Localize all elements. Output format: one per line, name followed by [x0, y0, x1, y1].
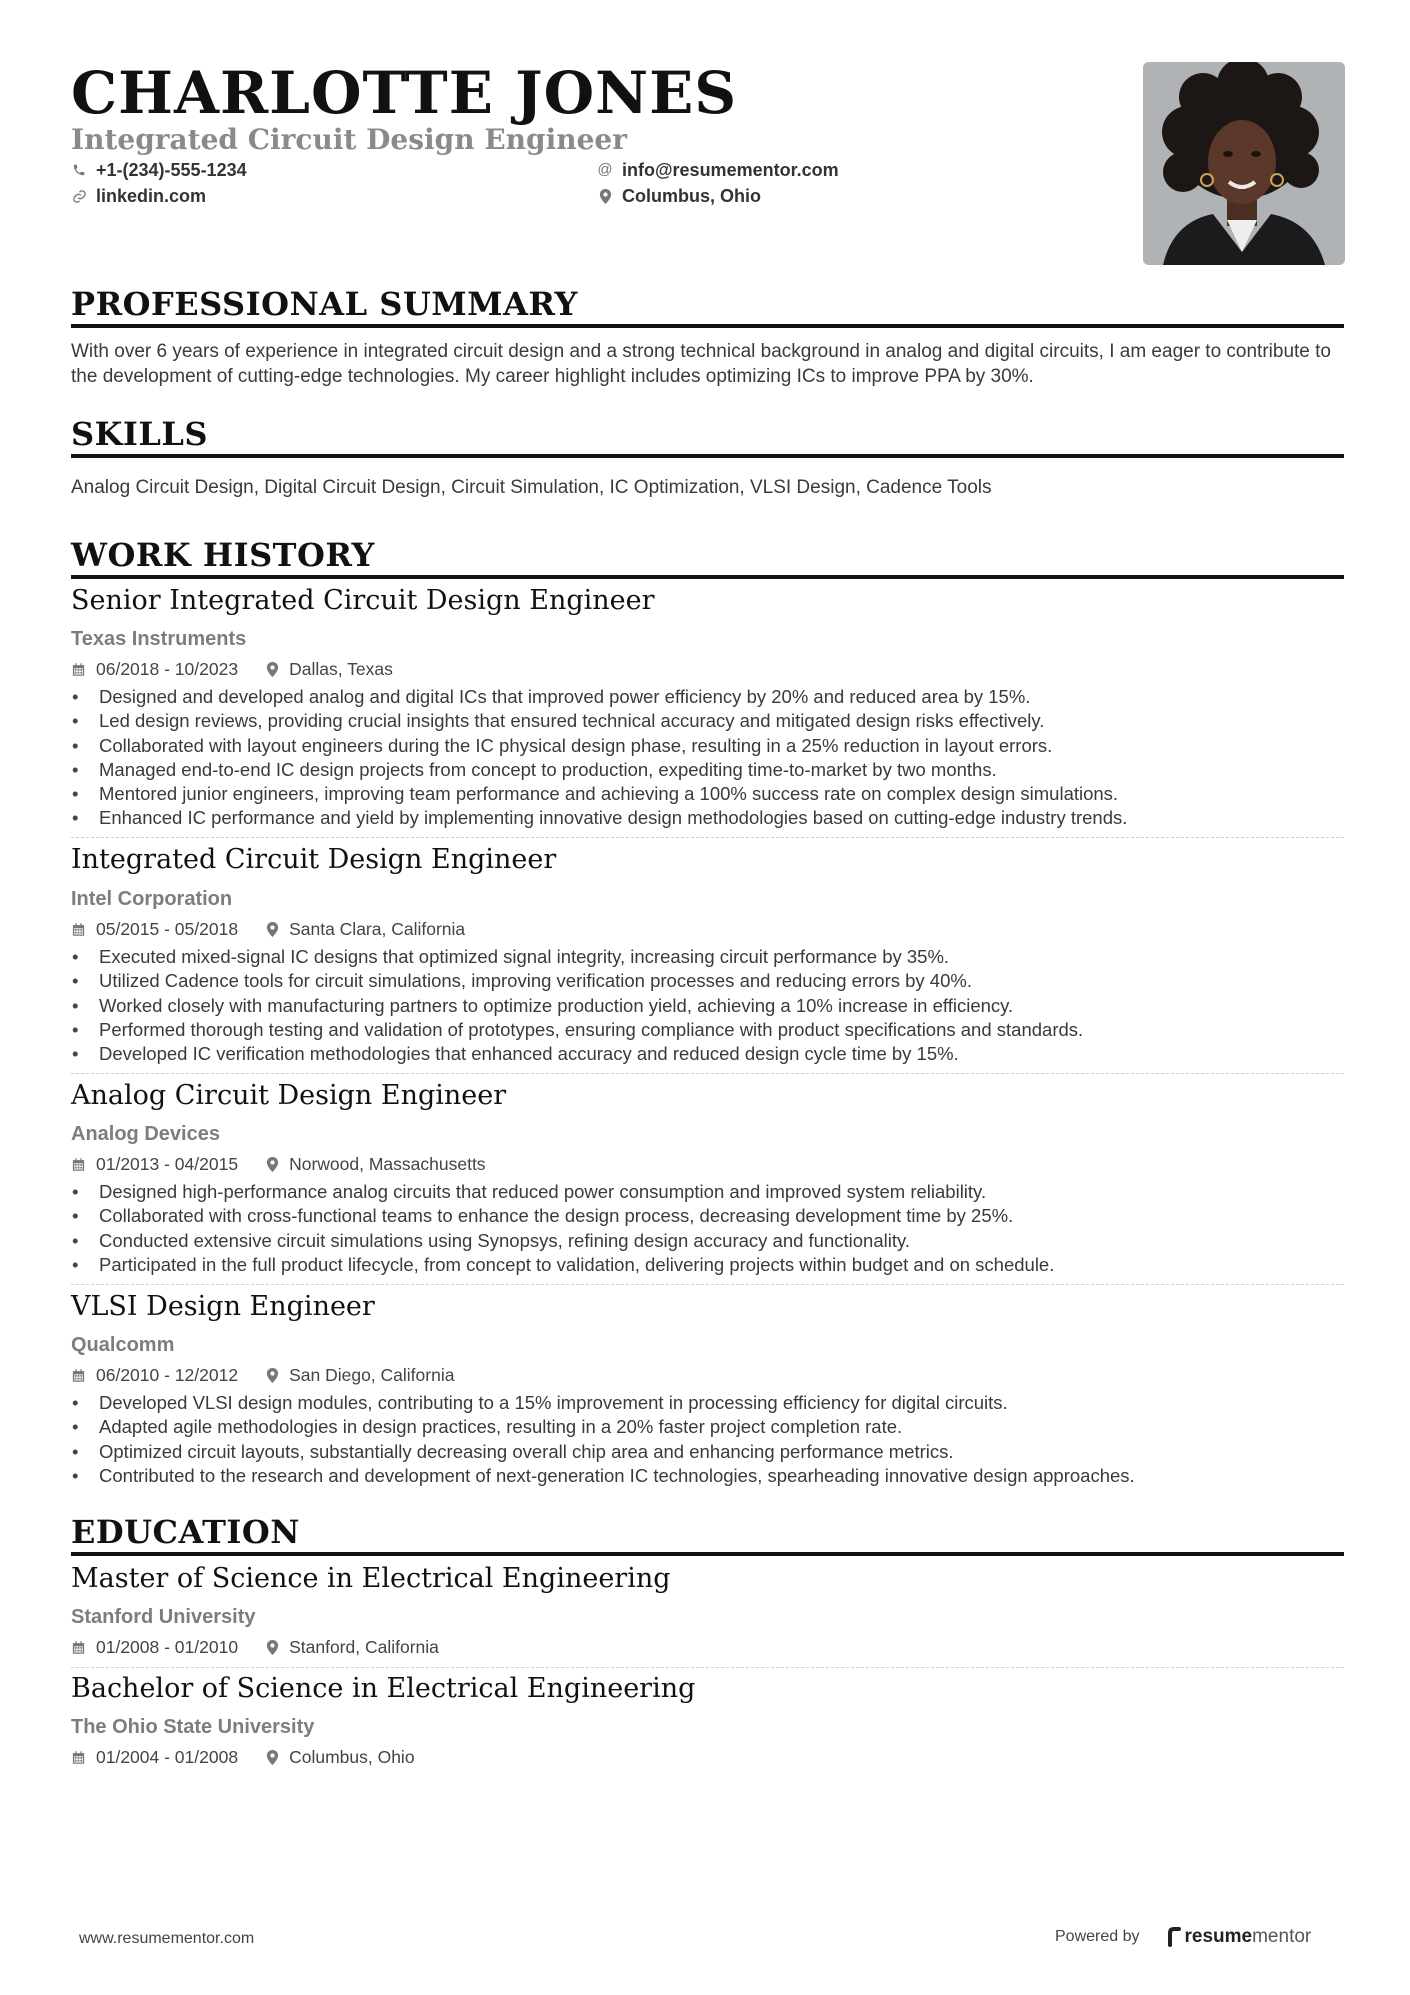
calendar-icon: [71, 1157, 86, 1172]
brand-logo[interactable]: resume mentor: [1168, 1926, 1312, 1948]
job-company: Texas Instruments: [71, 628, 247, 650]
job-bullets: [71, 1180, 1344, 1277]
job-company: Qualcomm: [71, 1334, 175, 1356]
location-pin-icon: [266, 1157, 279, 1172]
location-pin-icon: [266, 922, 279, 937]
job-company: Intel Corporation: [71, 888, 233, 910]
link-icon: [71, 188, 87, 204]
job-bullets: [71, 945, 1344, 1066]
location-pin-icon: [266, 662, 279, 677]
candidate-name: CHARLOTTE JONES: [71, 59, 738, 127]
location-pin-icon: [266, 1640, 279, 1655]
powered-by-label: Powered by: [1055, 1928, 1140, 1945]
calendar-icon: [71, 922, 86, 937]
list-item: • Enhanced IC performance and yield by implementing innovative design methodologies based on cutting-edge industry trends.: [71, 806, 1344, 830]
job-meta: 06/2018 - 10/2023 Dallas, Texas: [71, 657, 393, 681]
list-item: • Optimized circuit layouts, substantially decreasing overall chip area and enhancing performance metrics.: [71, 1440, 1344, 1464]
list-item: • Led design reviews, providing crucial insights that ensured technical accuracy and mitigated design risks effectively.: [71, 709, 1344, 733]
divider: [71, 837, 1344, 838]
degree-title: Master of Science in Electrical Engineering: [71, 1563, 671, 1594]
contact-linkedin[interactable]: linkedin.com: [71, 183, 206, 209]
job-bullets: [71, 685, 1344, 831]
contact-phone: +1-(234)-555-1234: [71, 157, 247, 183]
location-pin-icon: [266, 1750, 279, 1765]
list-item: • Utilized Cadence tools for circuit simulations, improving verification processes and reducing errors by 40%.: [71, 969, 1344, 993]
school-name: The Ohio State University: [71, 1716, 315, 1738]
list-item: • Collaborated with cross-functional teams to enhance the design process, decreasing development time by 25%.: [71, 1204, 1344, 1228]
footer-site-link[interactable]: www.resumementor.com: [79, 1930, 255, 1947]
contact-email[interactable]: @ info@resumementor.com: [597, 160, 839, 180]
calendar-icon: [71, 662, 86, 677]
list-item: • Performed thorough testing and validation of prototypes, ensuring compliance with product specifications and standards.: [71, 1018, 1344, 1042]
list-item: • Mentored junior engineers, improving team performance and achieving a 100% success rate on complex design simulations.: [71, 782, 1344, 806]
list-item: • Managed end-to-end IC design projects from concept to production, expediting time-to-market by two months.: [71, 758, 1344, 782]
summary-text: With over 6 years of experience in integrated circuit design and a strong technical background in analog and digital circuits, I am eager to contribute to the development of cutting-edge technologies. My career highlight includes optimizing ICs to improve PPA by 30%.: [71, 341, 1331, 387]
education-meta: 01/2004 - 01/2008 Columbus, Ohio: [71, 1745, 415, 1769]
list-item: • Developed IC verification methodologies that enhanced accuracy and reduced design cycle time by 15%.: [71, 1042, 1344, 1066]
list-item: • Adapted agile methodologies in design practices, resulting in a 20% faster project completion rate.: [71, 1415, 1344, 1439]
divider: [71, 1284, 1344, 1285]
school-name: Stanford University: [71, 1606, 256, 1628]
candidate-role: Integrated Circuit Design Engineer: [71, 123, 627, 156]
work-history-heading: WORK HISTORY: [71, 535, 1344, 579]
at-icon: @: [597, 161, 613, 178]
location-pin-icon: [266, 1368, 279, 1383]
brand-mark-icon: [1168, 1927, 1182, 1947]
job-title: Senior Integrated Circuit Design Engineer: [71, 585, 655, 616]
list-item: • Developed VLSI design modules, contributing to a 15% improvement in processing efficiency for digital circuits.: [71, 1391, 1344, 1415]
education-meta: 01/2008 - 01/2010 Stanford, California: [71, 1635, 439, 1659]
list-item: • Collaborated with layout engineers during the IC physical design phase, resulting in a 25% reduction in layout errors.: [71, 734, 1344, 758]
profile-photo: [1143, 62, 1345, 265]
footer-powered-by: [1055, 1926, 1311, 1948]
location-pin-icon: [597, 188, 613, 204]
list-item: • Executed mixed-signal IC designs that optimized signal integrity, increasing circuit performance by 35%.: [71, 945, 1344, 969]
job-title: VLSI Design Engineer: [71, 1291, 375, 1322]
job-meta: 06/2010 - 12/2012 San Diego, California: [71, 1363, 454, 1387]
list-item: • Worked closely with manufacturing partners to optimize production yield, achieving a 10% increase in efficiency.: [71, 994, 1344, 1018]
education-heading: EDUCATION: [71, 1512, 1344, 1556]
divider: [71, 1073, 1344, 1074]
job-title: Integrated Circuit Design Engineer: [71, 844, 557, 875]
skills-text: Analog Circuit Design, Digital Circuit Design, Circuit Simulation, IC Optimization, VLSI Design, Cadence Tools: [71, 477, 992, 498]
job-meta: 01/2013 - 04/2015 Norwood, Massachusetts: [71, 1152, 486, 1176]
contact-location: Columbus, Ohio: [597, 183, 761, 209]
calendar-icon: [71, 1640, 86, 1655]
calendar-icon: [71, 1750, 86, 1765]
skills-heading: SKILLS: [71, 414, 1344, 458]
list-item: • Designed high-performance analog circuits that reduced power consumption and improved system reliability.: [71, 1180, 1344, 1204]
divider: [71, 1667, 1344, 1668]
summary-heading: PROFESSIONAL SUMMARY: [71, 284, 1344, 328]
degree-title: Bachelor of Science in Electrical Engineering: [71, 1673, 696, 1704]
calendar-icon: [71, 1368, 86, 1383]
list-item: • Conducted extensive circuit simulations using Synopsys, refining design accuracy and functionality.: [71, 1229, 1344, 1253]
job-bullets: [71, 1391, 1344, 1488]
list-item: • Contributed to the research and development of next-generation IC technologies, spearheading innovative design approaches.: [71, 1464, 1344, 1488]
job-title: Analog Circuit Design Engineer: [71, 1080, 507, 1111]
list-item: • Designed and developed analog and digital ICs that improved power efficiency by 20% and reduced area by 15%.: [71, 685, 1344, 709]
job-meta: 05/2015 - 05/2018 Santa Clara, California: [71, 917, 465, 941]
list-item: • Participated in the full product lifecycle, from concept to validation, delivering projects within budget and on schedule.: [71, 1253, 1344, 1277]
phone-icon: [71, 162, 87, 178]
job-company: Analog Devices: [71, 1123, 220, 1145]
